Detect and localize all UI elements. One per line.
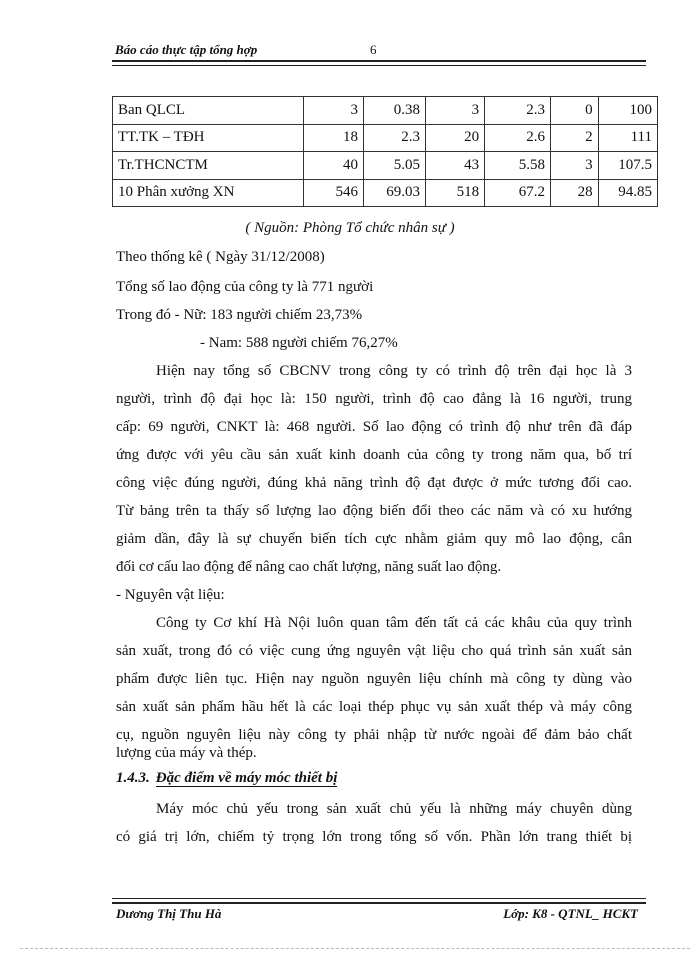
table-cell: 2.3: [363, 124, 425, 152]
footer-author: Dương Thị Thu Hà: [116, 906, 222, 921]
paragraph-line: lượng của máy và thép.: [116, 745, 257, 761]
report-title: Báo cáo thực tập tổng hợp: [115, 42, 258, 57]
stats-line: Tổng số lao động của công ty là 771 người: [116, 279, 374, 295]
paragraph-line: ứng được với yêu cầu sản xuất kinh doanh của công ty trong năm qua, bố trí: [116, 447, 632, 463]
paragraph-line: có giá trị lớn, chiếm tỷ trọng lớn trong tổng số vốn. Phần lớn trang thiết bị: [116, 829, 632, 845]
table-source-caption: ( Nguồn: Phòng Tổ chức nhân sự ): [245, 220, 455, 236]
table-cell: Ban QLCL: [113, 97, 304, 125]
paragraph-line: người, trình độ đại học là: 150 người, trình độ cao đẳng là 16 người, trung: [116, 391, 632, 407]
paragraph-line: phẩm được liên tục. Hiện nay nguồn nguyên liệu chính mà công ty dùng vào: [116, 671, 632, 687]
table-cell: 0: [550, 97, 598, 125]
page-break-line: [20, 948, 690, 949]
table-row: [113, 179, 658, 207]
table-cell: 3: [426, 97, 485, 125]
paragraph-line: Công ty Cơ khí Hà Nội luôn quan tâm đến tất cả các khâu của quy trình: [156, 615, 632, 631]
paragraph-line: Hiện nay tổng số CBCNV trong công ty có trình độ trên đại học là 3: [156, 363, 632, 379]
table-cell: 67.2: [485, 179, 551, 207]
stats-line: Theo thống kê ( Ngày 31/12/2008): [116, 249, 325, 265]
section-title: Đặc điểm về máy móc thiết bị: [155, 770, 338, 786]
staff-table: [112, 96, 658, 207]
header-rule-thick: [112, 60, 646, 62]
table-cell: 546: [303, 179, 363, 207]
stats-line: Trong đó - Nữ: 183 người chiếm 23,73%: [116, 307, 363, 323]
stats-line: - Nam: 588 người chiếm 76,27%: [200, 335, 398, 351]
paragraph-line: cụ, nguồn nguyên liệu này công ty phải nhập từ nước ngoài để đảm bảo chất: [116, 727, 632, 743]
table-cell: 107.5: [598, 152, 657, 180]
section-number: 1.4.3.: [116, 770, 150, 786]
table-cell: 2.6: [485, 124, 551, 152]
paragraph-line: sản xuất, trong đó có việc cung ứng nguyên vật liệu cho quá trình sản xuất sản: [116, 643, 632, 659]
table-cell: 10 Phân xưởng XN: [113, 179, 304, 207]
table-cell: 5.58: [485, 152, 551, 180]
table-row: [113, 152, 658, 180]
paragraph-line: Từ bảng trên ta thấy số lượng lao động biến đổi theo các năm và có xu hướng: [116, 503, 632, 519]
page-header: [112, 38, 646, 58]
table-cell: 0.38: [363, 97, 425, 125]
table-cell: 3: [550, 152, 598, 180]
page-number: 6: [370, 42, 377, 57]
table-cell: 69.03: [363, 179, 425, 207]
footer-rule-thick: [112, 902, 646, 904]
table-cell: 518: [426, 179, 485, 207]
table-cell: 94.85: [598, 179, 657, 207]
table-cell: 28: [550, 179, 598, 207]
paragraph-line: đối cơ cấu lao động để nâng cao chất lượng, năng suất lao động.: [116, 559, 502, 575]
table-cell: 40: [303, 152, 363, 180]
materials-heading: - Nguyên vật liệu:: [116, 587, 225, 603]
table-cell: 111: [598, 124, 657, 152]
table-cell: 43: [426, 152, 485, 180]
header-rule-thin: [112, 65, 646, 66]
paragraph-line: giảm dần, đây là sự chuyển biến tích cực nhằm giảm quy mô lao động, cân: [116, 531, 632, 547]
table-cell: 5.05: [363, 152, 425, 180]
table-cell: 2.3: [485, 97, 551, 125]
paragraph-line: công việc đúng người, đúng khả năng trình độ đạt được ở mức tương đối cao.: [116, 475, 632, 491]
table-cell: 3: [303, 97, 363, 125]
table-cell: 18: [303, 124, 363, 152]
table-cell: TT.TK – TĐH: [113, 124, 304, 152]
table-cell: Tr.THCNCTM: [113, 152, 304, 180]
table-cell: 100: [598, 97, 657, 125]
table-cell: 2: [550, 124, 598, 152]
table-cell: 20: [426, 124, 485, 152]
footer-rule-thin: [112, 898, 646, 899]
paragraph-line: Máy móc chủ yếu trong sản xuất chủ yếu là những máy chuyên dùng: [156, 801, 632, 817]
section-heading: [116, 770, 337, 787]
paragraph-line: sản xuất sản phẩm hầu hết là các loại thép phục vụ sản xuất thép và máy công: [116, 699, 632, 715]
paragraph-line: cấp: 69 người, CNKT là: 468 người. Số lao động có trình độ như trên đã đáp: [116, 419, 632, 435]
table-row: [113, 124, 658, 152]
table-row: [113, 97, 658, 125]
footer-class: Lớp: K8 - QTNL_ HCKT: [503, 906, 638, 921]
